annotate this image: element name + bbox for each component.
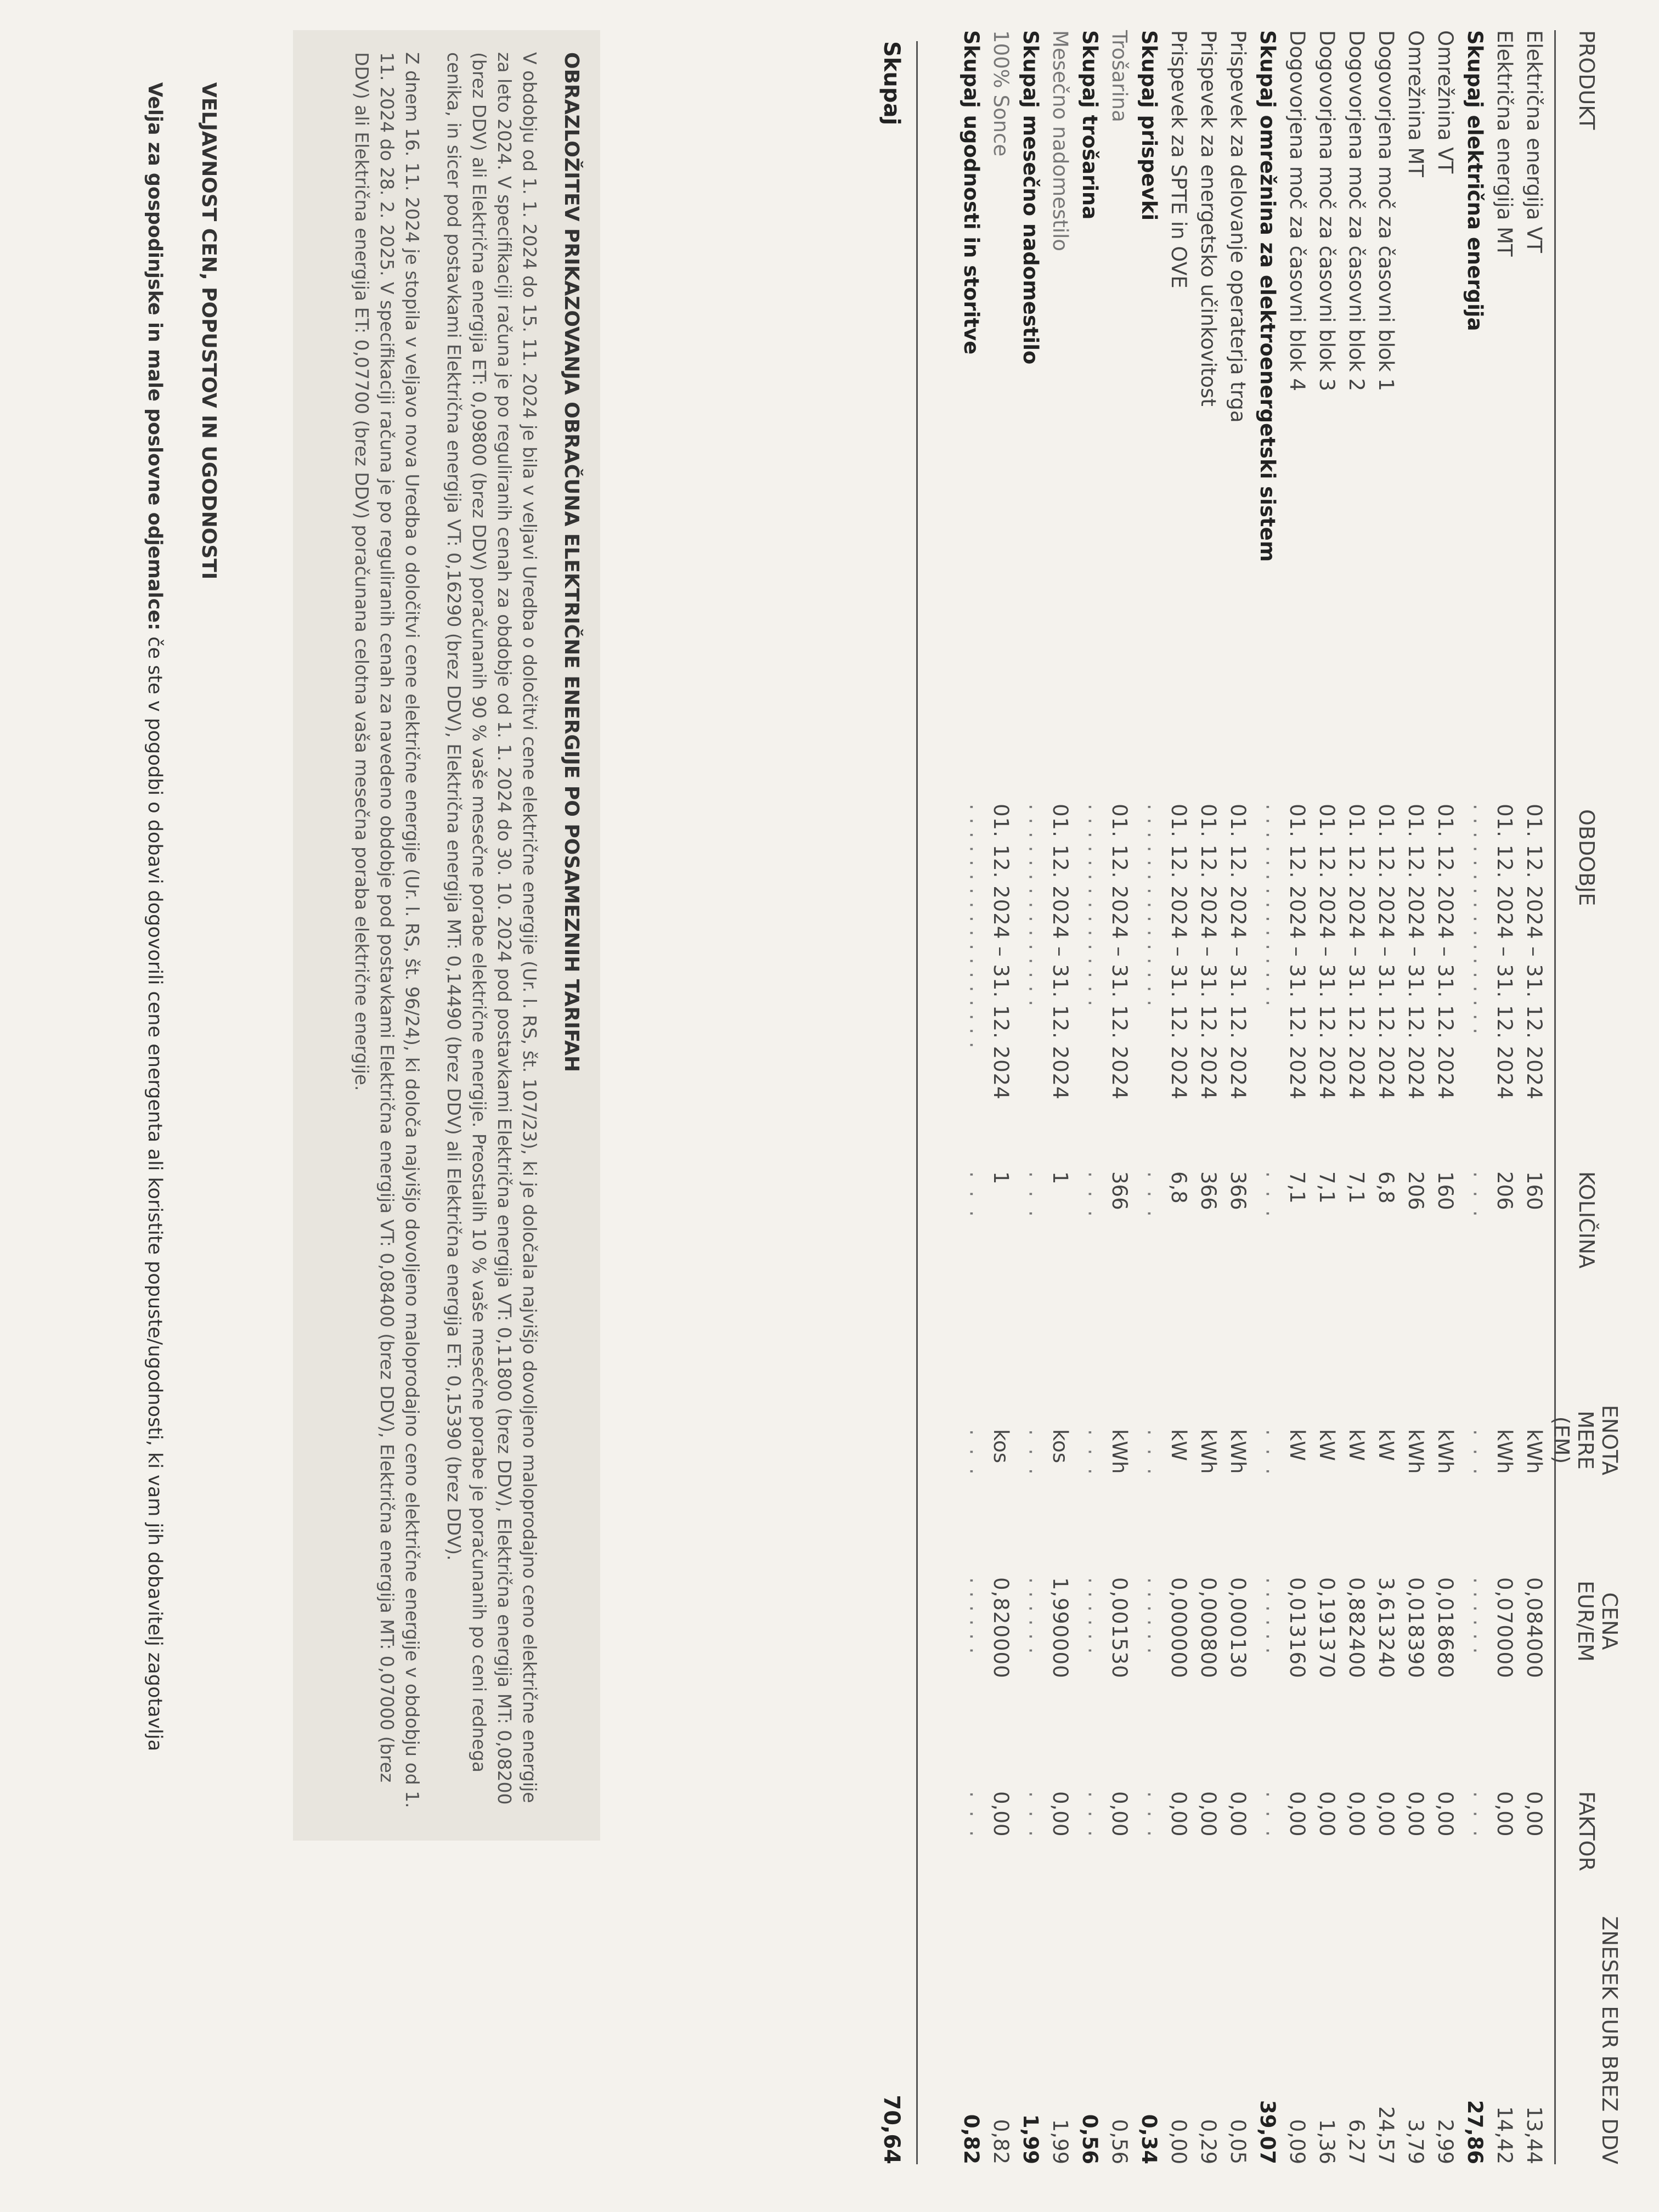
cell-enota: kos xyxy=(1048,1429,1072,1464)
cell-obdobje: 01. 12. 2024 – 31. 12. 2024 xyxy=(1493,804,1516,1100)
cell-obdobje: · · · · · · · · · · · · · · · xyxy=(1137,804,1161,1007)
header-obdobje: OBDOBJE xyxy=(1575,809,1599,906)
cell-znesek: 0,00 xyxy=(1167,2119,1190,2164)
cell-cena: · · · · · · xyxy=(1256,1577,1279,1655)
cell-faktor: 0,00 xyxy=(1315,1791,1339,1837)
cell-produkt: Omrežnina MT xyxy=(1404,30,1427,177)
cell-znesek: 1,36 xyxy=(1315,2119,1339,2164)
cell-obdobje: · · · · · · · · · · · · · · · · · xyxy=(1463,804,1487,1035)
header-enota: ENOTA MERE (EM) xyxy=(1549,1404,1622,1476)
cell-produkt: Dogovorjena moč za časovni blok 1 xyxy=(1374,30,1398,392)
cell-produkt: Skupaj omrežnina za elektroenergetski sistem xyxy=(1256,30,1279,562)
cell-kolicina: 160 xyxy=(1434,1171,1457,1210)
cell-obdobje: 01. 12. 2024 – 31. 12. 2024 xyxy=(1315,804,1339,1100)
cell-cena: · · · · · · xyxy=(1019,1577,1042,1655)
validity-section xyxy=(142,82,222,2167)
header-cena: CENA EUR/EM xyxy=(1573,1581,1622,1662)
cell-cena: 0,013160 xyxy=(1285,1577,1309,1679)
cell-produkt: Dogovorjena moč za časovni blok 3 xyxy=(1315,30,1339,392)
cell-cena: 0,018390 xyxy=(1404,1577,1427,1679)
cell-enota: kWh xyxy=(1522,1429,1546,1474)
tariff-explanation-title: OBRAZLOŽITEV PRIKAZOVANJA OBRAČUNA ELEKTRIČNE ENERGIJE PO POSAMEZNIH TARIFAH xyxy=(560,52,583,1073)
cell-faktor: 0,00 xyxy=(1048,1791,1072,1837)
cell-cena: 0,000000 xyxy=(1167,1577,1190,1679)
header-faktor: FAKTOR xyxy=(1575,1791,1599,1871)
cell-cena: 0,000130 xyxy=(1226,1577,1250,1679)
table-row xyxy=(1489,30,1519,2164)
cell-kolicina: · · · xyxy=(960,1171,983,1220)
cell-obdobje: · · · · · · · · · · · · · · · xyxy=(1019,804,1042,1007)
cell-kolicina: 6,8 xyxy=(1167,1171,1190,1204)
table-row xyxy=(1045,30,1075,2164)
cell-enota: kos xyxy=(989,1429,1013,1464)
total-label: Skupaj xyxy=(879,41,904,126)
table-row xyxy=(1164,30,1193,2164)
invoice-table xyxy=(871,30,1627,2164)
cell-enota: kWh xyxy=(1197,1429,1220,1474)
cell-znesek: 24,57 xyxy=(1374,2106,1398,2164)
cell-faktor: · · · xyxy=(960,1791,983,1840)
cell-kolicina: 366 xyxy=(1108,1171,1131,1210)
cell-kolicina: 206 xyxy=(1404,1171,1427,1210)
cell-enota: kWh xyxy=(1108,1429,1131,1474)
cell-znesek: 0,56 xyxy=(1108,2119,1131,2164)
cell-faktor: 0,00 xyxy=(1374,1791,1398,1837)
cell-produkt: Omrežnina VT xyxy=(1434,30,1457,174)
cell-kolicina: 1 xyxy=(989,1171,1013,1184)
cell-kolicina: 7,1 xyxy=(1345,1171,1368,1204)
table-header xyxy=(1549,30,1627,2164)
cell-faktor: 0,00 xyxy=(989,1791,1013,1837)
cell-cena: 0,000800 xyxy=(1197,1577,1220,1679)
cell-faktor: 0,00 xyxy=(1285,1791,1309,1837)
cell-faktor: 0,00 xyxy=(1522,1791,1546,1837)
header-kolicina: KOLIČINA xyxy=(1575,1171,1599,1269)
table-row xyxy=(1371,30,1401,2164)
cell-enota: · · · xyxy=(1137,1429,1161,1478)
cell-enota: · · · xyxy=(1463,1429,1487,1478)
cell-znesek: 0,56 xyxy=(1078,2114,1102,2164)
cell-enota: kW xyxy=(1345,1429,1368,1462)
cell-znesek: 1,99 xyxy=(1019,2114,1042,2164)
cell-produkt: Prispevek za energetsko učinkovitost xyxy=(1197,30,1220,407)
cell-produkt: Skupaj ugodnosti in storitve xyxy=(960,30,983,355)
subtotal-row xyxy=(1460,30,1489,2164)
cell-obdobje: 01. 12. 2024 – 31. 12. 2024 xyxy=(1285,804,1309,1100)
cell-obdobje: 01. 12. 2024 – 31. 12. 2024 xyxy=(1108,804,1131,1100)
cell-znesek: 0,82 xyxy=(989,2119,1013,2164)
cell-faktor: · · · xyxy=(1137,1791,1161,1840)
table-row xyxy=(1312,30,1341,2164)
subtotal-row xyxy=(956,30,986,2164)
cell-produkt: Prispevek za SPTE in OVE xyxy=(1167,30,1190,289)
subtotal-row xyxy=(1075,30,1104,2164)
cell-produkt: Dogovorjena moč za časovni blok 4 xyxy=(1285,30,1309,392)
cell-produkt: Trošarina xyxy=(1108,30,1131,122)
cell-faktor: · · · xyxy=(1463,1791,1487,1840)
cell-znesek: 0,09 xyxy=(1285,2119,1309,2164)
cell-obdobje: 01. 12. 2024 – 31. 12. 2024 xyxy=(1374,804,1398,1100)
cell-cena: 1,990000 xyxy=(1048,1577,1072,1679)
cell-produkt: Električna energija VT xyxy=(1522,30,1546,253)
cell-faktor: · · · xyxy=(1256,1791,1279,1840)
cell-cena: 0,070000 xyxy=(1493,1577,1516,1679)
cell-produkt: Dogovorjena moč za časovni blok 2 xyxy=(1345,30,1368,392)
cell-kolicina: 160 xyxy=(1522,1171,1546,1210)
cell-faktor: 0,00 xyxy=(1197,1791,1220,1837)
cell-obdobje: 01. 12. 2024 – 31. 12. 2024 xyxy=(1404,804,1427,1100)
cell-produkt: Skupaj trošarina xyxy=(1078,30,1102,220)
cell-obdobje: 01. 12. 2024 – 31. 12. 2024 xyxy=(1522,804,1546,1100)
validity-lead: Velja za gospodinjske in male poslovne odjemalce: xyxy=(144,82,166,631)
table-row xyxy=(1430,30,1460,2164)
cell-cena: 0,001530 xyxy=(1108,1577,1131,1679)
cell-cena: 0,882400 xyxy=(1345,1577,1368,1679)
cell-obdobje: · · · · · · · · · · · · · · · xyxy=(1078,804,1102,1007)
cell-enota: · · · xyxy=(1256,1429,1279,1478)
total-divider xyxy=(916,41,918,2164)
cell-cena: 0,084000 xyxy=(1522,1577,1546,1679)
total-value: 70,64 xyxy=(879,2095,904,2164)
header-znesek: ZNESEK EUR BREZ DDV xyxy=(1598,1916,1622,2164)
cell-cena: · · · · · · xyxy=(960,1577,983,1655)
cell-enota: kW xyxy=(1167,1429,1190,1462)
cell-enota: · · · xyxy=(1019,1429,1042,1478)
cell-cena: · · · · · · xyxy=(1078,1577,1102,1655)
cell-obdobje: · · · · · · · · · · · · · · · · · · xyxy=(960,804,983,1049)
table-row xyxy=(1223,30,1252,2164)
table-row xyxy=(1282,30,1312,2164)
cell-produkt: Skupaj prispevki xyxy=(1137,30,1161,221)
validity-text xyxy=(142,82,168,2167)
cell-znesek: 27,86 xyxy=(1463,2100,1487,2164)
cell-faktor: · · · xyxy=(1019,1791,1042,1840)
cell-kolicina: 206 xyxy=(1493,1171,1516,1210)
cell-obdobje: · · · · · · · · · · · · · · · xyxy=(1256,804,1279,1007)
cell-znesek: 0,29 xyxy=(1197,2119,1220,2164)
cell-enota: kWh xyxy=(1404,1429,1427,1474)
tariff-explanation-box xyxy=(293,30,600,1841)
table-row xyxy=(1104,30,1134,2164)
cell-enota: kW xyxy=(1374,1429,1398,1462)
cell-kolicina: 366 xyxy=(1197,1171,1220,1210)
cell-enota: kW xyxy=(1315,1429,1339,1462)
validity-body: če ste v pogodbi o dobavi dogovorili cene energenta ali koristite popuste/ugodnosti, ki vam jih dobavitelj zagotavlja xyxy=(144,636,166,1752)
table-row xyxy=(1519,30,1549,2164)
cell-produkt: Prispevek za delovanje operaterja trga xyxy=(1226,30,1250,423)
cell-kolicina: · · · xyxy=(1019,1171,1042,1220)
cell-produkt: 100% Sonce xyxy=(989,30,1013,157)
cell-znesek: 2,99 xyxy=(1434,2119,1457,2164)
cell-kolicina: · · · xyxy=(1137,1171,1161,1220)
cell-enota: kWh xyxy=(1493,1429,1516,1474)
cell-znesek: 3,79 xyxy=(1404,2119,1427,2164)
cell-faktor: 0,00 xyxy=(1226,1791,1250,1837)
cell-faktor: 0,00 xyxy=(1434,1791,1457,1837)
tariff-explanation-paragraph-2: Z dnem 16. 11. 2024 je stopila v veljavo nova Uredba o določitvi cene električne energije (Ur. l. RS, št. 96/24), ki določa najvišjo dovoljeno maloprodajno ceno električne energije v obdobju od 1. 11. 2024 do 28. 2. 2025. V specifikaciji računa je po reguliranih cenah za navedeno obdobje pod postavkami Električna energija VT: 0,08400 (brez DDV), Električna energija MT: 0,07000 (brez DDV) ali Električna energija ET: 0,07700 (brez DDV) poračunana celotna vaša mesečna poraba električne energije. xyxy=(351,52,423,1808)
cell-obdobje: 01. 12. 2024 – 31. 12. 2024 xyxy=(989,804,1013,1100)
cell-kolicina: · · · xyxy=(1078,1171,1102,1220)
table-row xyxy=(1341,30,1371,2164)
cell-obdobje: 01. 12. 2024 – 31. 12. 2024 xyxy=(1434,804,1457,1100)
cell-faktor: 0,00 xyxy=(1345,1791,1368,1837)
cell-produkt: Skupaj električna energija xyxy=(1463,30,1487,331)
cell-cena: 3,613240 xyxy=(1374,1577,1398,1679)
validity-title: VELJAVNOST CEN, POPUSTOV IN UGODNOSTI xyxy=(198,82,220,580)
cell-cena: 0,018680 xyxy=(1434,1577,1457,1679)
cell-produkt: Skupaj mesečno nadomestilo xyxy=(1019,30,1042,365)
cell-faktor: 0,00 xyxy=(1108,1791,1131,1837)
cell-znesek: 0,05 xyxy=(1226,2119,1250,2164)
cell-cena: · · · · · · xyxy=(1463,1577,1487,1655)
cell-znesek: 6,27 xyxy=(1345,2119,1368,2164)
header-produkt: PRODUKT xyxy=(1575,30,1599,130)
cell-obdobje: 01. 12. 2024 – 31. 12. 2024 xyxy=(1345,804,1368,1100)
tariff-explanation-paragraph-1: V obdobju od 1. 1. 2024 do 15. 11. 2024 je bila v veljavi Uredba o določitvi cene električne energije (Ur. l. RS, št. 107/23), ki je določala najvišjo dovoljeno maloprodajno ceno električne energije za leto 2024. V specifikaciji računa je po reguliranih cenah za obdobje od 1. 1. 2024 do 30. 10. 2024 pod postavkami Električna energija VT: 0,11800 (brez DDV), Električna energija MT: 0,08200 (brez DDV) ali Električna energija ET: 0,09800 (brez DDV) poračunanih 90 % vaše mesečne porabe električne energije. Preostalih 10 % vaše mesečne porabe je poračunanih po ceni rednega cenika, in sicer pod postavkami Električna energija VT: 0,16290 (brez DDV), Električna energija MT: 0,14490 (brez DDV) ali Električna energija ET: 0,15390 (brez DDV). xyxy=(443,52,540,1805)
cell-kolicina: 1 xyxy=(1048,1171,1072,1184)
cell-znesek: 0,34 xyxy=(1137,2114,1161,2164)
cell-kolicina: 7,1 xyxy=(1285,1171,1309,1204)
total-row xyxy=(871,30,904,2164)
cell-enota: · · · xyxy=(1078,1429,1102,1478)
cell-kolicina: 6,8 xyxy=(1374,1171,1398,1204)
cell-enota: kW xyxy=(1285,1429,1309,1462)
cell-enota: kWh xyxy=(1434,1429,1457,1474)
cell-produkt: Električna energija MT xyxy=(1493,30,1516,257)
subtotal-row xyxy=(1015,30,1045,2164)
table-row xyxy=(1401,30,1430,2164)
cell-znesek: 13,44 xyxy=(1522,2106,1546,2164)
cell-znesek: 1,99 xyxy=(1048,2119,1072,2164)
table-body xyxy=(956,30,1549,2164)
cell-obdobje: 01. 12. 2024 – 31. 12. 2024 xyxy=(1197,804,1220,1100)
cell-kolicina: · · · xyxy=(1463,1171,1487,1220)
cell-faktor: 0,00 xyxy=(1493,1791,1516,1837)
cell-znesek: 0,82 xyxy=(960,2114,983,2164)
table-row xyxy=(1193,30,1223,2164)
cell-znesek: 14,42 xyxy=(1493,2106,1516,2164)
cell-enota: · · · xyxy=(960,1429,983,1478)
cell-cena: 0,820000 xyxy=(989,1577,1013,1679)
cell-cena: · · · · · · xyxy=(1137,1577,1161,1655)
subtotal-row xyxy=(1252,30,1282,2164)
cell-kolicina: 366 xyxy=(1226,1171,1250,1210)
cell-obdobje: 01. 12. 2024 – 31. 12. 2024 xyxy=(1226,804,1250,1100)
table-row xyxy=(986,30,1015,2164)
cell-faktor: 0,00 xyxy=(1167,1791,1190,1837)
cell-enota: kWh xyxy=(1226,1429,1250,1474)
cell-cena: 0,191370 xyxy=(1315,1577,1339,1679)
cell-obdobje: 01. 12. 2024 – 31. 12. 2024 xyxy=(1167,804,1190,1100)
cell-kolicina: 7,1 xyxy=(1315,1171,1339,1204)
cell-kolicina: · · · xyxy=(1256,1171,1279,1220)
cell-faktor: 0,00 xyxy=(1404,1791,1427,1837)
cell-produkt: Mesečno nadomestilo xyxy=(1048,30,1072,251)
cell-obdobje: 01. 12. 2024 – 31. 12. 2024 xyxy=(1048,804,1072,1100)
cell-faktor: · · · xyxy=(1078,1791,1102,1840)
subtotal-row xyxy=(1134,30,1164,2164)
cell-znesek: 39,07 xyxy=(1256,2100,1279,2164)
